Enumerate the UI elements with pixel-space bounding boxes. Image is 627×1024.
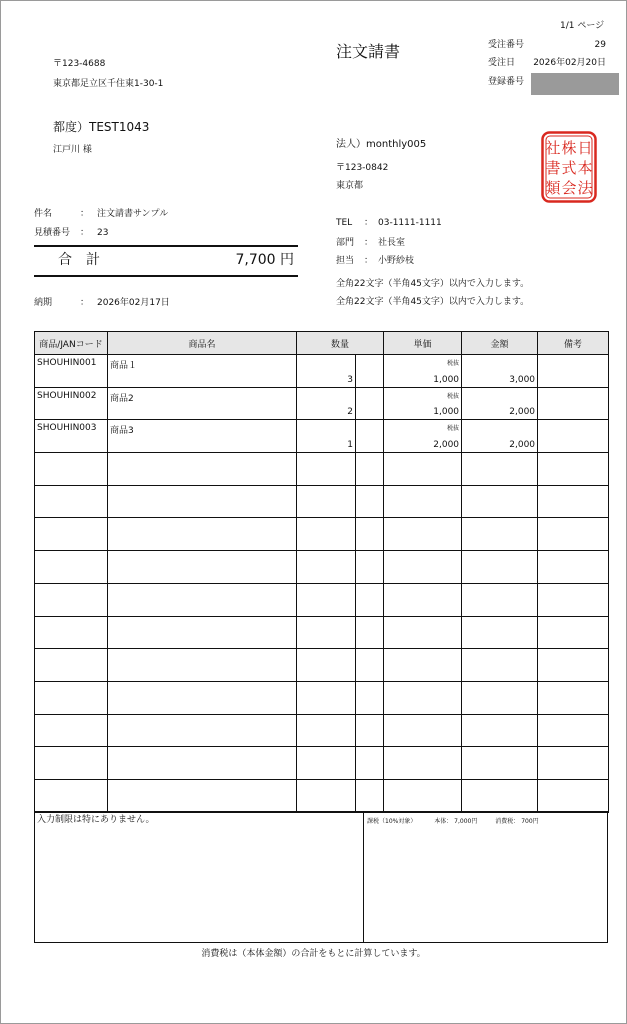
remarks-text: 入力制限は特にありません。 <box>37 815 155 825</box>
table-row <box>35 387 609 420</box>
cell-remarks <box>538 714 609 747</box>
cell-remarks <box>538 453 609 486</box>
header-code: 商品/JANコード <box>35 332 108 355</box>
cell-code <box>35 518 108 551</box>
cell-qty <box>297 714 356 747</box>
order-number-label: 受注番号 <box>488 40 525 50</box>
dept-value: 社長室 <box>378 238 406 248</box>
item-name: 商品2 <box>110 393 134 404</box>
cell-remarks <box>538 779 609 812</box>
cell-amount <box>462 551 538 584</box>
footer-box <box>34 811 608 943</box>
cell-amount <box>462 453 538 486</box>
cell-amount <box>462 583 538 616</box>
cell-remarks <box>538 387 609 420</box>
subject-label: 件名 <box>34 209 53 219</box>
cell-name <box>108 681 297 714</box>
order-number-value: 29 <box>594 40 606 50</box>
header-unit-price: 単価 <box>384 332 462 355</box>
table-row <box>35 779 609 812</box>
cell-price <box>384 387 462 420</box>
cell-price <box>384 616 462 649</box>
cell-code <box>35 485 108 518</box>
item-qty: 3 <box>347 374 353 385</box>
tax-amount: 消費税： 700円 <box>495 818 539 825</box>
seal-glyph: 式 <box>561 159 577 177</box>
cell-code <box>35 779 108 812</box>
cell-amount <box>462 355 538 388</box>
cell-code <box>35 551 108 584</box>
cell-price <box>384 551 462 584</box>
table-row <box>35 583 609 616</box>
table-row <box>35 616 609 649</box>
table-row <box>35 551 609 584</box>
cell-qty <box>297 518 356 551</box>
tax-base: 本体： 7,000円 <box>434 818 478 825</box>
total-label: 合 計 <box>58 252 100 268</box>
company-seal-stamp <box>541 131 597 203</box>
tax-summary <box>367 816 555 825</box>
item-qty: 1 <box>347 440 353 451</box>
item-amount: 2,000 <box>509 440 536 451</box>
cell-code <box>35 616 108 649</box>
cell-amount <box>462 485 538 518</box>
rep-sep: ： <box>364 256 374 266</box>
cell-name <box>108 551 297 584</box>
table-header-row <box>35 332 609 355</box>
item-code: SHOUHIN003 <box>37 423 97 434</box>
cell-amount <box>462 681 538 714</box>
cell-price <box>384 355 462 388</box>
order-date-value: 2026年02月20日 <box>533 58 606 68</box>
cell-price <box>384 779 462 812</box>
dept-label: 部門 <box>336 238 355 248</box>
subject-sep: ： <box>80 209 90 219</box>
cell-amount <box>462 747 538 780</box>
cell-price <box>384 714 462 747</box>
cell-unit <box>356 355 384 388</box>
total-bottom-rule <box>34 275 298 277</box>
cell-unit <box>356 616 384 649</box>
table-row <box>35 747 609 780</box>
order-date-label: 受注日 <box>488 58 516 68</box>
cell-name <box>108 355 297 388</box>
delivery-value: 2026年02月17日 <box>97 298 170 308</box>
estimate-sep: ： <box>80 228 90 238</box>
cell-unit <box>356 649 384 682</box>
cell-unit <box>356 779 384 812</box>
item-name: 商品3 <box>110 426 134 437</box>
table-row <box>35 420 609 453</box>
sender-address: 東京都足立区千住東1-30-1 <box>53 79 164 89</box>
estimate-label: 見積番号 <box>34 228 71 238</box>
cell-price <box>384 649 462 682</box>
cell-unit <box>356 551 384 584</box>
cell-qty <box>297 681 356 714</box>
table-row <box>35 453 609 486</box>
issuer-note-2: 全角22文字（半角45文字）以内で入力します。 <box>336 297 530 307</box>
cell-amount <box>462 387 538 420</box>
cell-unit <box>356 453 384 486</box>
cell-price <box>384 420 462 453</box>
cell-price <box>384 747 462 780</box>
table-row <box>35 485 609 518</box>
cell-code <box>35 649 108 682</box>
cell-code <box>35 747 108 780</box>
table-row <box>35 714 609 747</box>
cell-name <box>108 649 297 682</box>
item-name: 商品１ <box>110 361 138 371</box>
cell-code <box>35 420 108 453</box>
item-unit-price: 2,000 <box>433 440 460 451</box>
cell-price <box>384 453 462 486</box>
cell-name <box>108 714 297 747</box>
tax-exclusive-label: 税抜 <box>447 392 460 400</box>
cell-code <box>35 583 108 616</box>
cell-name <box>108 518 297 551</box>
document-title: 注文請書 <box>336 42 401 61</box>
cell-remarks <box>538 681 609 714</box>
item-amount: 3,000 <box>509 374 536 385</box>
item-unit-price: 1,000 <box>433 374 460 385</box>
issuer-postal: 〒123-0842 <box>336 163 389 173</box>
cell-qty <box>297 583 356 616</box>
recipient-company: 都度）TEST1043 <box>53 120 150 134</box>
rep-label: 担当 <box>336 256 355 266</box>
tax-rate: 課税（10%対象） <box>367 818 417 825</box>
item-qty: 2 <box>347 407 353 418</box>
seal-glyph: 類 <box>545 179 561 197</box>
registration-number-redacted <box>531 73 619 95</box>
cell-unit <box>356 387 384 420</box>
table-row <box>35 681 609 714</box>
cell-qty <box>297 747 356 780</box>
header-qty: 数量 <box>297 332 384 355</box>
cell-qty <box>297 387 356 420</box>
seal-glyph: 会 <box>561 179 577 197</box>
cell-remarks <box>538 551 609 584</box>
subject-value: 注文請書サンプル <box>97 209 169 219</box>
cell-name <box>108 420 297 453</box>
cell-code <box>35 355 108 388</box>
cell-qty <box>297 649 356 682</box>
item-code: SHOUHIN001 <box>37 358 97 368</box>
item-unit-price: 1,000 <box>433 407 460 418</box>
cell-unit <box>356 420 384 453</box>
sender-postal: 〒123-4688 <box>53 59 106 69</box>
cell-unit <box>356 681 384 714</box>
tax-note: 消費税は（本体金額）の合計をもとに計算しています。 <box>201 949 426 959</box>
cell-amount <box>462 714 538 747</box>
item-amount: 2,000 <box>509 407 536 418</box>
total-top-rule <box>34 245 298 247</box>
cell-name <box>108 616 297 649</box>
tel-label: TEL <box>336 218 353 228</box>
dept-sep: ： <box>364 238 374 248</box>
cell-qty <box>297 616 356 649</box>
cell-amount <box>462 518 538 551</box>
item-code: SHOUHIN002 <box>37 390 97 401</box>
table-row <box>35 518 609 551</box>
cell-amount <box>462 779 538 812</box>
cell-unit <box>356 714 384 747</box>
cell-unit <box>356 747 384 780</box>
registration-number-label: 登録番号 <box>488 77 525 87</box>
cell-name <box>108 583 297 616</box>
cell-qty <box>297 779 356 812</box>
delivery-label: 納期 <box>34 298 53 308</box>
estimate-value: 23 <box>97 228 109 238</box>
cell-remarks <box>538 518 609 551</box>
cell-remarks <box>538 747 609 780</box>
issuer-address: 東京都 <box>336 181 364 191</box>
cell-unit <box>356 583 384 616</box>
cell-remarks <box>538 420 609 453</box>
rep-value: 小野紗枝 <box>378 256 415 266</box>
cell-name <box>108 779 297 812</box>
tel-sep: ： <box>364 218 374 228</box>
cell-name <box>108 485 297 518</box>
cell-code <box>35 681 108 714</box>
header-name: 商品名 <box>108 332 297 355</box>
delivery-sep: ： <box>80 298 90 308</box>
cell-remarks <box>538 485 609 518</box>
page-indicator: 1/1 ページ <box>560 21 605 31</box>
total-amount: 7,700 円 <box>235 252 294 268</box>
cell-price <box>384 518 462 551</box>
table-row <box>35 355 609 388</box>
seal-glyph: 書 <box>545 159 561 177</box>
header-amount: 金額 <box>462 332 538 355</box>
table-row <box>35 649 609 682</box>
cell-amount <box>462 649 538 682</box>
cell-code <box>35 387 108 420</box>
seal-glyph: 法 <box>577 179 593 197</box>
footer-divider <box>363 812 364 942</box>
seal-glyph: 日 <box>577 139 593 157</box>
tel-value: 03-1111-1111 <box>378 218 442 228</box>
items-table <box>34 331 609 813</box>
cell-remarks <box>538 616 609 649</box>
cell-amount <box>462 420 538 453</box>
seal-glyph: 社 <box>545 139 561 157</box>
tax-exclusive-label: 税抜 <box>447 425 460 433</box>
cell-qty <box>297 485 356 518</box>
seal-glyph: 本 <box>577 159 593 177</box>
cell-qty <box>297 453 356 486</box>
issuer-company: 法人）monthly005 <box>336 139 427 150</box>
cell-qty <box>297 551 356 584</box>
cell-price <box>384 485 462 518</box>
cell-name <box>108 453 297 486</box>
tax-exclusive-label: 税抜 <box>447 360 460 367</box>
cell-amount <box>462 616 538 649</box>
header-remarks: 備考 <box>538 332 609 355</box>
cell-qty <box>297 420 356 453</box>
cell-qty <box>297 355 356 388</box>
cell-name <box>108 747 297 780</box>
cell-remarks <box>538 649 609 682</box>
recipient-person: 江戸川 様 <box>53 145 92 155</box>
cell-name <box>108 387 297 420</box>
cell-code <box>35 453 108 486</box>
cell-remarks <box>538 355 609 388</box>
cell-price <box>384 583 462 616</box>
cell-price <box>384 681 462 714</box>
cell-unit <box>356 485 384 518</box>
cell-remarks <box>538 583 609 616</box>
seal-glyph: 株 <box>561 139 577 157</box>
cell-code <box>35 714 108 747</box>
issuer-note-1: 全角22文字（半角45文字）以内で入力します。 <box>336 279 530 289</box>
cell-unit <box>356 518 384 551</box>
